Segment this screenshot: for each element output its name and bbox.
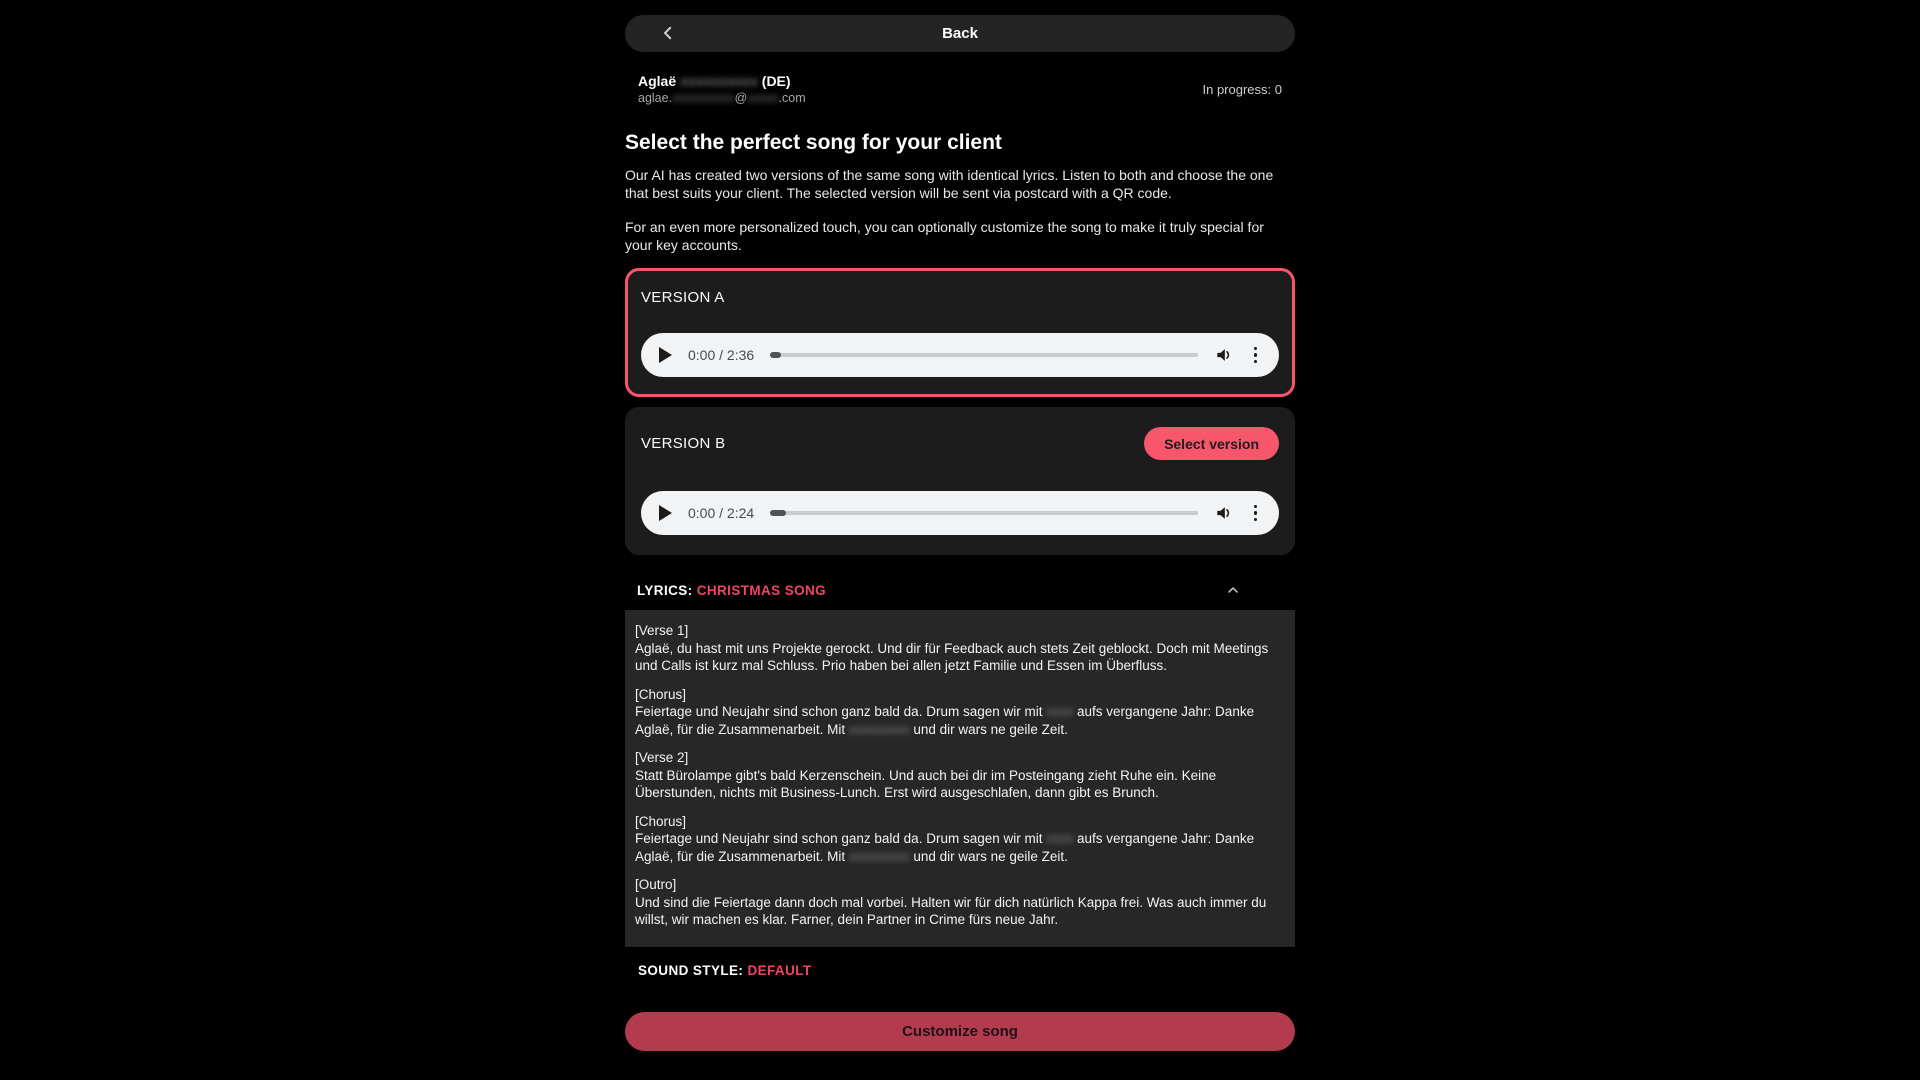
lyrics-text: Feiertage und Neujahr sind schon ganz bald da. Drum sagen wir mit [635,704,1047,719]
intro-paragraph-1: Our AI has created two versions of the same song with identical lyrics. Listen to both and choose the one that best suits your client. The selected version will be sent via postcard with a QR code. [625,167,1274,201]
lyrics-text: Aglaë, du hast mit uns Projekte gerockt. Und dir für Feedback auch stets Zeit geblockt. Doch mit Meetings und Calls ist kurz mal Schluss. Prio haben bei allen jetzt Familie und Essen im Überfluss. [635,640,1269,673]
spacer [641,460,1279,491]
play-icon[interactable] [659,505,672,521]
client-email-part: aglae. [638,91,673,105]
lyrics-section-tag: [Chorus] [635,813,687,829]
content-column [625,0,1295,1051]
lyrics-section-tag: [Verse 2] [635,750,689,765]
client-email-part: .com [778,91,806,105]
lyrics-song-type: CHRISTMAS SONG [696,582,827,598]
client-info-row [625,72,1295,107]
lyrics-text: aufs vergangene Jahr: Danke Aglaë, für die Zusammenarbeit. Mit [635,831,1255,864]
chevron-up-icon[interactable] [1225,582,1241,598]
lyrics-text: und dir wars ne geile Zeit. [909,848,1068,864]
lyrics-redacted-word: xxxxxxxxx [848,848,910,864]
customize-song-button[interactable]: Customize song [625,1012,1295,1051]
lyrics-section-text [635,767,1285,802]
version-b-header [641,427,1279,460]
spacer [641,306,1279,333]
lyrics-text: und dir wars ne geile Zeit. [909,721,1068,737]
client-identity [638,72,806,107]
client-name-prefix: Aglaë [638,73,681,89]
lyrics-section [635,749,1285,802]
client-name-suffix: (DE) [757,73,791,89]
lyrics-header[interactable] [625,582,1295,598]
lyrics-section-text [635,830,1285,865]
seek-bar[interactable] [770,353,1197,357]
back-button[interactable] [625,15,1295,52]
lyrics-text: Und sind die Feiertage dann doch mal vorbei. Halten wir für dich natürlich Kappa frei. Was auch immer du willst, wir machen es klar. Farner, dein Partner in Crime fürs neue Jahr. [635,894,1267,927]
lyrics-text: Statt Bürolampe gibt's bald Kerzenschein. Und auch bei dir im Posteingang zieht Ruhe ein. Keine Überstunden, nichts mit Business-Lunch. Erst wird ausgeschlafen, dann gibt es Brunch. [635,767,1217,800]
sound-style-value: DEFAULT [747,962,812,978]
version-b-card[interactable] [625,407,1295,555]
lyrics-redacted-word: xxxxxxxxx [848,721,910,737]
lyrics-redacted-word: xxxx [1046,704,1074,719]
lyrics-section-tag: [Chorus] [635,686,687,702]
volume-icon[interactable] [1214,345,1234,365]
lyrics-text: Feiertage und Neujahr sind schon ganz bald da. Drum sagen wir mit [635,831,1047,846]
lyrics-redacted-word: xxxx [1046,831,1074,846]
version-a-card[interactable] [625,268,1295,397]
lyrics-title [637,583,826,598]
lyrics-section-tag: [Verse 1] [635,623,689,638]
lyrics-section-text [635,640,1285,675]
version-b-audio-player[interactable] [641,491,1279,535]
version-a-header [641,288,1279,306]
client-name [638,72,806,90]
lyrics-section-tag: [Outro] [635,877,677,892]
chevron-left-icon [659,24,677,42]
version-a-time: 0:00 / 2:36 [688,347,755,363]
lyrics-box [625,610,1295,947]
lyrics-section [635,686,1285,739]
page-title: Select the perfect song for your client [625,131,1002,154]
volume-icon[interactable] [1214,503,1234,523]
sound-style-row [625,963,1295,978]
client-email [638,90,806,107]
version-b-time: 0:00 / 2:24 [688,505,755,521]
client-email-redacted: xxxxxxxxxx [672,91,735,105]
version-b-label: VERSION B [641,435,726,452]
intro-paragraph-2: For an even more personalized touch, you can optionally customize the song to make it truly special for your key accounts. [625,219,1264,253]
lyrics-section [635,813,1285,866]
client-email-part: @ [734,91,748,105]
status-in-progress: In progress: 0 [1202,82,1282,97]
version-a-audio-player[interactable] [641,333,1279,377]
seek-thumb[interactable] [770,352,781,358]
client-email-redacted: xxxxx [747,91,779,105]
lyrics-section-text [635,703,1285,738]
lyrics-label: LYRICS: [637,582,697,598]
more-options-icon[interactable] [1248,343,1264,368]
seek-thumb[interactable] [770,510,786,516]
lyrics-text: aufs vergangene Jahr: Danke Aglaë, für die Zusammenarbeit. Mit [635,704,1255,737]
lyrics-section [635,876,1285,929]
play-icon[interactable] [659,347,672,363]
more-options-icon[interactable] [1248,501,1264,526]
client-name-redacted: xxxxxxxxxx [680,73,758,89]
seek-bar[interactable] [770,511,1197,515]
version-a-label: VERSION A [641,288,725,306]
select-version-button[interactable]: Select version [1144,427,1279,460]
sound-style-label: SOUND STYLE: [638,962,748,978]
lyrics-section-text [635,894,1285,929]
back-label: Back [942,25,978,42]
lyrics-section [635,622,1285,675]
